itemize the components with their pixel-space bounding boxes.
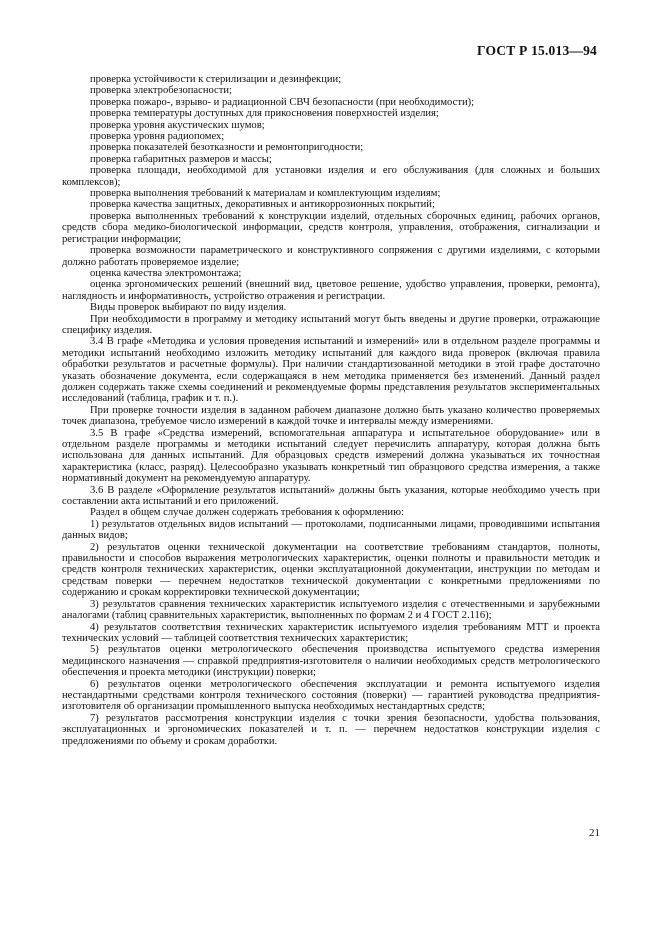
paragraph: Раздел в общем случае должен содержать требования к оформлению:	[90, 507, 404, 519]
paragraph: проверка устойчивости к стерилизации и дезинфекции;	[90, 74, 342, 85]
paragraph: При проверке точности изделия в заданном рабочем диапазоне должно быть указано количество проверяемых точек диапазона, требуемое число измерений в каждой точке и интервалы между измерениями.	[62, 404, 600, 428]
paragraph: проверка пожаро-, взрыво- и радиационной СВЧ безопасности (при необходимости);	[90, 96, 475, 108]
paragraph: 3.4 В графе «Методика и условия проведения испытаний и измерений» или в отдельном разделе программы и методики испытаний необходимо изложить методику испытаний для каждого вида проверок (включая правила обработки результатов и расчетные формулы). При наличии стандартизованной методики в этой графе достаточно указать обозначение документа, если содержащаяся в нем методика применяется без изменений. Данный раздел должен содержать также схемы соединений и рекомендуемые формы представления результатов экспериментальных исследований (таблица, график и т. п.).	[62, 336, 600, 405]
paragraph: проверка выполненных требований к конструкции изделий, отдельных сборочных единиц, рабочих органов, средств сбора медико-биологической информации, средств контроля, управления, отображения, сигнализации и регистрации информации;	[62, 210, 600, 245]
paragraph: проверка уровня акустических шумов;	[90, 119, 265, 131]
paragraph: проверка габаритных размеров и массы;	[90, 153, 272, 165]
paragraph: 3.5 В графе «Средства измерений, вспомогательная аппаратура и испытательное оборудование» или в отдельном разделе программы и методики испытаний следует перечислить аппаратуру, которая должна быть использована для данных испытаний. Для образцовых средств измерений должна указываться их точностная характеристика (класс, разряд). Целесообразно указывать конкретный тип образцового средства измерения, а также нормативный документ на рекомендуемую аппаратуру.	[62, 427, 600, 485]
document-code-header: ГОСТ Р 15.013—94	[477, 43, 597, 58]
page-number: 21	[589, 827, 600, 839]
paragraph: При необходимости в программу и методику испытаний могут быть введены и другие проверки, отражающие специфику изделия.	[62, 313, 600, 336]
paragraph: 4) результатов соответствия технических характеристик испытуемого изделия требованиям МТТ и проекта технических условий — таблицей соответствия технических характеристик;	[62, 621, 600, 644]
paragraph: 1) результатов отдельных видов испытаний — протоколами, подписанными лицами, проводившими испытания данных видов;	[62, 518, 600, 542]
paragraph: проверка возможности параметрического и конструктивного сопряжения с другими изделиями, с которыми должно работать проверяемое изделие;	[62, 245, 600, 268]
paragraph: проверка электробезопасности;	[90, 85, 232, 97]
paragraph: оценка качества электромонтажа;	[90, 267, 242, 279]
paragraph: проверка температуры доступных для прикосновения поверхностей изделия;	[90, 108, 439, 120]
paragraph: 7) результатов рассмотрения конструкции изделия с точки зрения безопасности, удобства пользования, эксплуатационных и эргономических показателей и т. п. — перечнем недостатков конструкции изделия с предложениями по объему и срокам доработки.	[62, 712, 600, 747]
paragraph: проверка площади, необходимой для установки изделия и его обслуживания (для сложных и больших комплексов);	[62, 165, 600, 188]
paragraph: Виды проверок выбирают по виду изделия.	[90, 302, 287, 314]
paragraph: оценка эргономических решений (внешний вид, цветовое решение, удобство управления, проверки, ремонта), наглядность и информативность, устройство отражения и регистрации.	[62, 279, 600, 302]
paragraph: проверка показателей безотказности и ремонтопригодности;	[90, 142, 364, 154]
page-body	[62, 74, 600, 747]
paragraph: проверка выполнения требований к материалам и комплектующим изделиям;	[90, 188, 441, 200]
paragraph: проверка уровня радиопомех;	[90, 131, 225, 143]
paragraph: проверка качества защитных, декоративных и антикоррозионных покрытий;	[90, 199, 435, 211]
paragraph: 2) результатов оценки технической документации на соответствие требованиям стандартов, полноты, правильности и способов выражения метрологических характеристик, оценки полноты и правильности методик и средств контроля технических характеристик, оценки эксплуатационной документации, инструкции по методам и средствам поверки — перечнем недостатков технической документации с конкретными предложениями по содержанию и срокам корректировки технической документации;	[62, 541, 600, 599]
paragraph: 3) результатов сравнения технических характеристик испытуемого изделия с отечественными и зарубежными аналогами (таблиц сравнительных характеристик, выполненных по формам 2 и 4 ГОСТ 2.116);	[62, 598, 600, 622]
paragraph: 3.6 В разделе «Оформление результатов испытаний» должны быть указания, которые необходимо учесть при составлении акта испытаний и его приложений.	[62, 484, 600, 508]
paragraph: 6) результатов оценки метрологического обеспечения эксплуатации и ремонта испытуемого изделия нестандартными средствами контроля технического состояния (поверки) — гарантией руководства предприятия-изготовителя об организации промышленного выпуска необходимых нестандартных средств;	[62, 678, 600, 713]
paragraph: 5) результатов оценки метрологического обеспечения производства испытуемого средства измерения медицинского назначения — справкой предприятия-изготовителя о наличии необходимых средств метрологического обеспечения и проекта методики (инструкции) поверки;	[62, 644, 600, 679]
